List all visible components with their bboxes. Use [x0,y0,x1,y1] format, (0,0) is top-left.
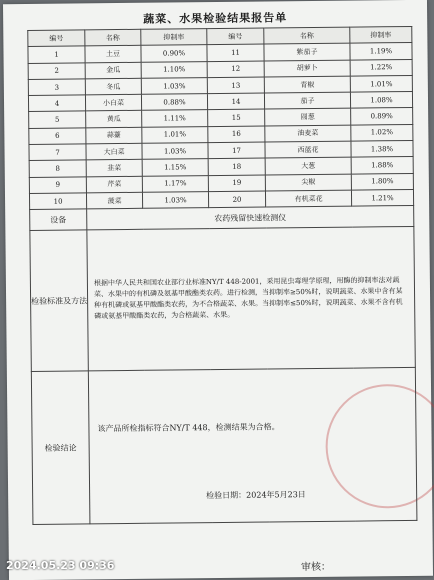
cell-name: 小白菜 [85,94,141,111]
method-label: 检验标准及方法 [30,230,88,372]
cell-number: 9 [29,177,86,194]
cell-rate: 1.02% [351,124,413,141]
cell-rate: 1.22% [350,59,412,76]
report-title: 蔬菜、水果检验结果报告单 [143,11,288,26]
cell-name: 尖椒 [265,174,351,191]
method-row [30,227,415,372]
method-text: 根据中华人民共和国农业部行业标准NY/T 448-2001，采用昆虫毒理学原理，用酶的抑制率法对蔬菜、水果中的有机磷及氨基甲酸酯类农药。进行检测，当抑制率≥50%时，说明蔬菜、水果中含有某种有机磷或氨基甲酸酯类农药，为不合格蔬菜、水果。当抑制率≤50%时，说明蔬菜、水果不含有机磷或氨基甲酸酯类农药，为合格蔬菜、水果。 [93,276,403,321]
cell-number: 8 [29,160,86,177]
cell-rate: 0.89% [351,108,413,125]
cell-rate: 1.88% [351,157,413,174]
cell-rate: 0.90% [141,45,207,62]
cell-rate: 1.38% [351,141,413,158]
cell-number: 17 [208,142,265,159]
cell-name: 金瓜 [85,62,141,79]
cell-name: 大葱 [265,157,351,174]
cell-name: 大白菜 [86,143,142,160]
cell-rate: 1.80% [351,173,413,190]
cell-rate: 1.08% [350,92,412,109]
results-table [27,26,417,525]
cell-name: 胡萝卜 [264,60,350,77]
cell-name: 菠菜 [86,192,142,209]
cell-name: 西蓝花 [265,141,351,158]
cell-rate: 1.03% [142,192,208,209]
cell-number: 19 [208,175,265,192]
header-inhibition-rate: 抑制率 [350,26,412,43]
cell-number: 15 [208,109,265,126]
cell-rate: 1.21% [351,189,413,206]
cell-name: 韭菜 [86,160,142,177]
cell-name: 紫茄子 [264,43,350,60]
cell-number: 5 [29,111,86,128]
cell-name: 圆葱 [265,109,351,126]
cell-name: 土豆 [85,46,141,63]
cell-number: 4 [28,95,85,112]
cell-number: 13 [207,77,264,94]
cell-name: 黄瓜 [86,111,142,128]
cell-name: 青椒 [264,76,350,93]
conclusion-text: 该产品所检指标符合NY/T 448，检测结果为合格。 [97,422,280,434]
cell-name: 油麦菜 [265,125,351,142]
reviewer-label: 审核： [300,561,331,574]
cell-number: 11 [207,44,264,61]
report-sheet [3,0,433,580]
photo-timestamp: 2024.05.23 09:36 [6,559,115,572]
cell-rate: 1.19% [350,43,412,60]
conclusion-row [31,368,417,525]
header-inhibition-rate: 抑制率 [141,29,207,46]
cell-rate: 1.01% [350,75,412,92]
conclusion-label: 检验结论 [31,371,90,525]
header-name: 名称 [264,27,350,44]
cell-rate: 1.03% [142,143,208,160]
cell-name: 有机菜花 [265,190,351,207]
cell-rate: 1.03% [141,77,207,94]
equipment-label: 设备 [30,209,87,231]
cell-number: 7 [29,144,86,161]
cell-number: 16 [208,126,265,143]
cell-number: 3 [28,79,85,96]
header-number: 编号 [207,28,264,45]
cell-rate: 1.11% [142,110,208,127]
equipment-value: 农药残留快速检测仪 [87,206,414,230]
inspection-date: 检验日期：2024年5月23日 [206,490,306,501]
cell-rate: 1.17% [142,175,208,192]
cell-number: 6 [29,128,86,145]
cell-number: 18 [208,158,265,175]
header-number: 编号 [28,30,85,47]
cell-number: 1 [28,46,85,63]
cell-rate: 1.01% [142,126,208,143]
cell-rate: 1.10% [141,61,207,78]
cell-name: 芹菜 [86,176,142,193]
cell-number: 20 [208,191,265,208]
cell-rate: 1.15% [142,159,208,176]
cell-name: 蒜薹 [86,127,142,144]
cell-name: 冬瓜 [85,78,141,95]
header-name: 名称 [85,29,141,46]
cell-number: 2 [28,62,85,79]
cell-name: 茄子 [264,92,350,109]
cell-number: 10 [29,193,86,210]
cell-number: 12 [207,61,264,78]
cell-rate: 0.88% [141,94,207,111]
cell-number: 14 [207,93,264,110]
